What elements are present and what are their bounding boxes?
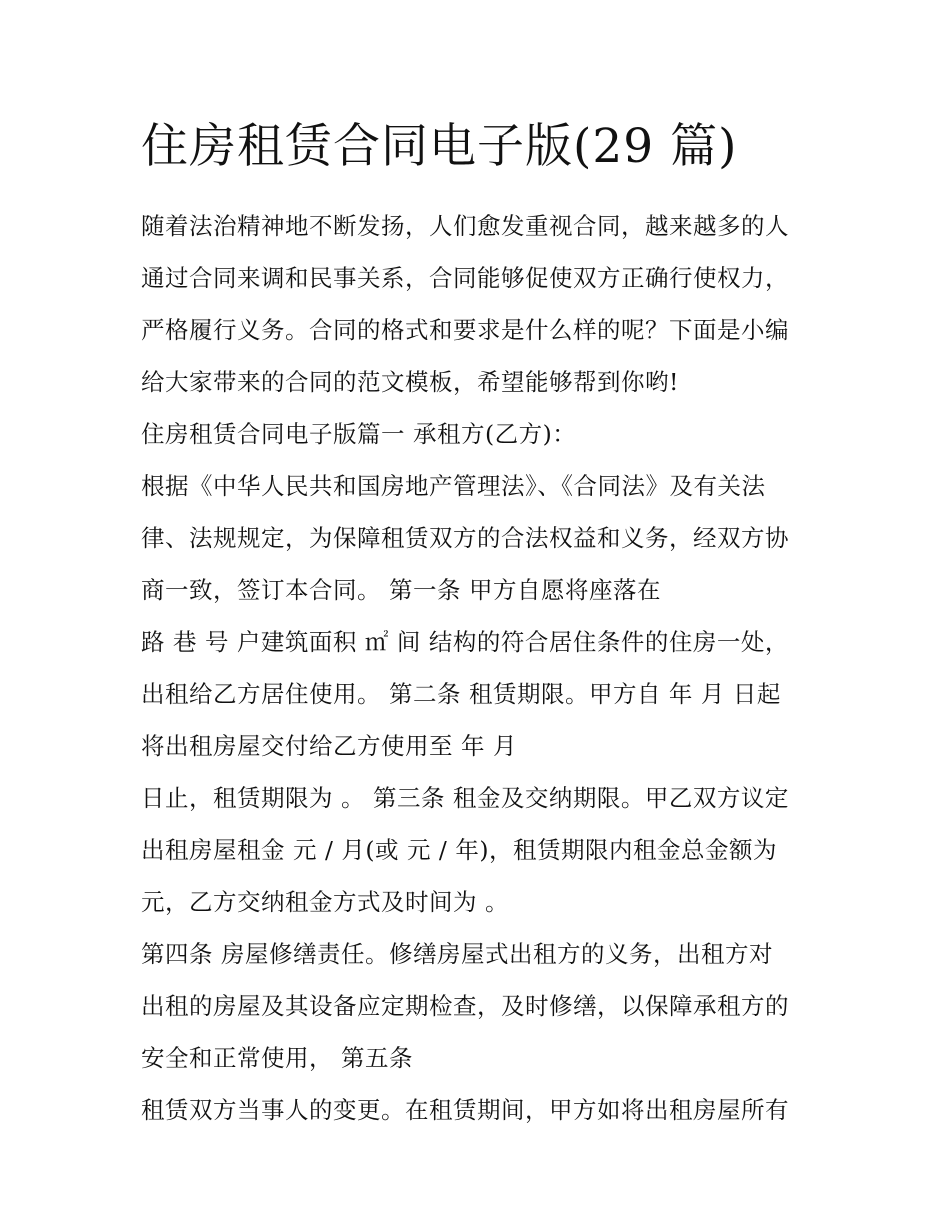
- text-line: 律、法规规定，为保障租赁双方的合法权益和义务，经双方协: [141, 524, 789, 552]
- document-title: 住房租赁合同电子版(29 篇): [141, 119, 738, 174]
- text-line: 日止，租赁期限为 。 第三条 租金及交纳期限。甲乙双方议定: [141, 784, 789, 812]
- text-line: 随着法治精神地不断发扬，人们愈发重视合同，越来越多的人: [141, 212, 789, 240]
- text-line: 将出租房屋交付给乙方使用至 年 月: [141, 732, 517, 760]
- text-line: 出租给乙方居住使用。 第二条 租赁期限。甲方自 年 月 日起: [141, 680, 781, 708]
- text-line: 通过合同来调和民事关系，合同能够促使双方正确行使权力，: [141, 264, 789, 292]
- document-body: [141, 200, 821, 1136]
- text-line: 路 巷 号 户建筑面积 ㎡ 间 结构的符合居住条件的住房一处，: [141, 628, 789, 656]
- text-line: 安全和正常使用， 第五条: [141, 1044, 413, 1072]
- text-line: 第四条 房屋修缮责任。修缮房屋式出租方的义务，出租方对: [141, 940, 773, 968]
- section-heading-line: 住房租赁合同电子版篇一 承租方(乙方)：: [141, 420, 577, 448]
- text-line: 元，乙方交纳租金方式及时间为 。: [141, 888, 509, 916]
- text-line: 出租房屋租金 元 / 月(或 元 / 年)，租赁期限内租金总金额为: [141, 836, 777, 864]
- text-line: 租赁双方当事人的变更。在租赁期间，甲方如将出租房屋所有: [141, 1096, 789, 1124]
- text-line: 严格履行义务。合同的格式和要求是什么样的呢？下面是小编: [141, 316, 789, 344]
- text-line: 商一致，签订本合同。 第一条 甲方自愿将座落在: [141, 576, 661, 604]
- text-line: 给大家带来的合同的范文模板，希望能够帮到你哟!: [141, 368, 679, 396]
- text-line: 根据《中华人民共和国房地产管理法》、《合同法》及有关法: [141, 472, 766, 500]
- text-line: 出租的房屋及其设备应定期检查，及时修缮，以保障承租方的: [141, 992, 789, 1020]
